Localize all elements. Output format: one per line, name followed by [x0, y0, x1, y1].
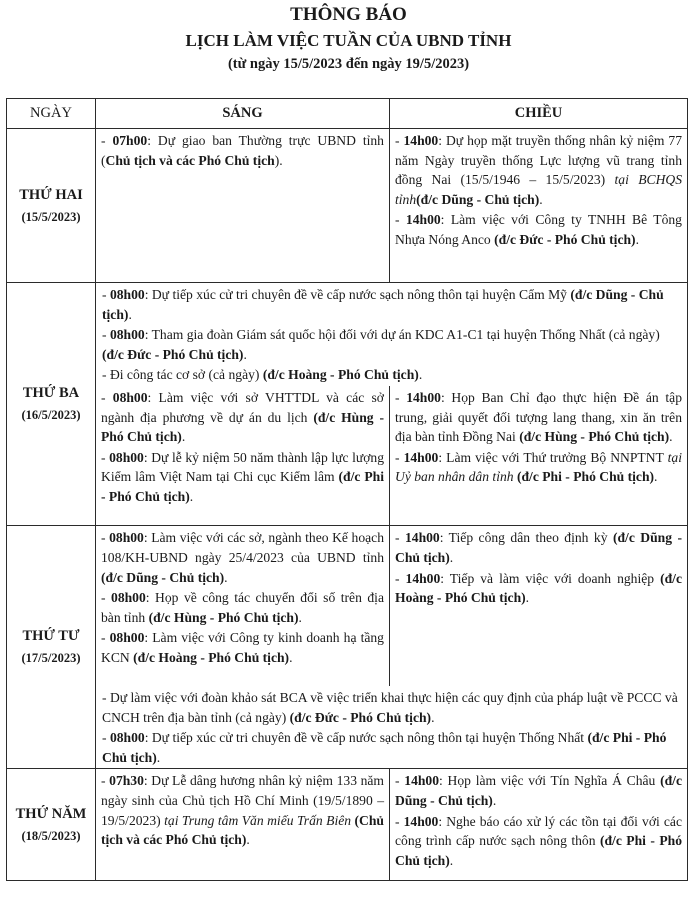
agenda-text: : Nghe báo cáo xử lý các tồn tại đối với các công trình cấp nước sạch nông thôn	[395, 813, 682, 849]
day-row-monday	[7, 129, 688, 283]
agenda-time: 07h30	[109, 773, 144, 789]
agenda-text: : Làm việc với các sở, ngành theo Kế hoạch 108/KH-UBND ngày 25/4/2023 của UBND tỉnh	[101, 530, 384, 566]
agenda-text: : Làm việc với Công ty TNHH Bê Tông Nhựa Nóng Anco	[395, 212, 682, 247]
agenda-text: Dự làm việc với đoàn khảo sát BCA về việc triển khai thực hiện các quy định của pháp luật về PCCC và CNCH trên địa bàn tỉnh (cả ngày)	[102, 689, 678, 725]
agenda-end: .	[246, 832, 250, 848]
agenda-place: tại Trung tâm Văn miếu Trấn Biên	[164, 812, 352, 828]
agenda-item	[102, 365, 681, 385]
day-name: THỨ BA	[22, 385, 80, 402]
agenda-official: (đ/c Dũng - Chủ tịch)	[101, 569, 225, 585]
agenda-time: 14h00	[405, 570, 441, 586]
agenda-place: tại BCHQS tỉnh	[395, 172, 683, 207]
agenda-text: : Tham gia đoàn Giám sát quốc hội đối với dự án KDC A1-C1 tại huyện Thống Nhất (cả ngày)	[144, 327, 660, 343]
agenda-item	[395, 131, 682, 209]
agenda-item	[395, 448, 682, 487]
bullet-dash: -	[395, 449, 404, 465]
bullet-dash: -	[101, 133, 113, 148]
agenda-official: (đ/c Phi - Phó Chủ tịch)	[102, 730, 667, 765]
full-day-cell	[96, 686, 688, 769]
agenda-item	[101, 131, 384, 170]
agenda-item	[101, 628, 384, 667]
agenda-text: Đi công tác cơ sở (cả ngày)	[109, 367, 263, 383]
agenda-text: : Dự họp mặt truyền thống nhân kỷ niệm 77 năm Ngày truyền thống Lực lượng vũ trang tỉnh đồng Nai (15/5/1946 – 15/5/2023)	[395, 133, 682, 188]
agenda-time: 08h00	[112, 389, 148, 405]
afternoon-cell	[390, 526, 688, 686]
agenda-official: (đ/c Phi - Phó Chủ tịch)	[101, 469, 384, 504]
agenda-official: (đ/c Đức - Phó Chủ tịch)	[494, 231, 636, 247]
day-date: (15/5/2023)	[21, 209, 81, 224]
agenda-time: 14h00	[403, 133, 439, 148]
agenda-official: (đ/c Dũng - Chủ tịch)	[416, 191, 540, 207]
day-row-wednesday-full-bottom	[7, 686, 688, 769]
day-name: THỨ NĂM	[15, 805, 87, 822]
agenda-official: Chủ tịch và các Phó Chủ tịch	[105, 152, 275, 168]
agenda-end: .	[243, 346, 247, 362]
agenda-text: : Dự giao ban Thường trực UBND tỉnh (	[101, 133, 384, 168]
agenda-item	[395, 771, 682, 810]
agenda-text: : Dự tiếp xúc cử tri chuyên đề về cấp nước sạch nông thôn tại huyện Thống Nhất	[144, 730, 588, 746]
notice-title: THÔNG BÁO	[290, 4, 407, 25]
agenda-place: tại Uỷ ban nhân dân tỉnh	[395, 449, 682, 485]
bullet-dash: -	[101, 389, 113, 405]
agenda-end: .	[189, 488, 194, 504]
agenda-item	[102, 285, 681, 324]
agenda-end: .	[654, 469, 658, 485]
bullet-dash: -	[101, 630, 110, 646]
agenda-end: .	[669, 429, 673, 445]
day-name: THỨ TƯ	[22, 628, 80, 645]
agenda-official: (đ/c Hoàng - Phó Chủ tịch)	[262, 367, 419, 383]
day-cell	[7, 526, 96, 769]
day-row-tuesday	[7, 386, 688, 526]
agenda-time: 14h00	[404, 773, 440, 789]
agenda-time: 14h00	[406, 389, 441, 405]
agenda-text: : Dự Lễ dâng hương nhân kỷ niệm 133 năm ngày sinh của Chủ tịch Hồ Chí Minh (19/5/1890 – 19/5/2023)	[101, 773, 384, 828]
agenda-official: (đ/c Đức - Phó Chủ tịch)	[102, 346, 244, 362]
agenda-end: .	[156, 749, 161, 765]
agenda-time: 14h00	[404, 530, 440, 546]
agenda-item	[101, 448, 384, 507]
bullet-dash: -	[395, 389, 407, 405]
day-date: (18/5/2023)	[21, 828, 81, 843]
agenda-time: 14h00	[403, 449, 439, 465]
morning-cell	[96, 769, 390, 881]
agenda-official: (đ/c Dũng - Chủ tịch)	[395, 773, 682, 808]
bullet-dash: -	[395, 212, 406, 228]
day-date: (16/5/2023)	[21, 408, 81, 423]
bullet-dash: -	[102, 730, 110, 746]
schedule-table	[6, 98, 688, 881]
afternoon-cell	[390, 769, 688, 881]
agenda-time: 08h00	[109, 730, 145, 746]
agenda-official: (Chủ tịch và các Phó Chủ tịch)	[101, 812, 384, 848]
agenda-text: : Tiếp và làm việc với doanh nghiệp	[440, 570, 661, 586]
bullet-dash: -	[101, 449, 110, 465]
agenda-item	[101, 771, 384, 849]
afternoon-cell	[390, 386, 688, 526]
agenda-time: 14h00	[403, 813, 439, 829]
full-day-cell	[96, 283, 688, 386]
bullet-dash: -	[395, 530, 405, 546]
agenda-official: (đ/c Hoàng - Phó Chủ tịch)	[133, 650, 290, 666]
bullet-dash: -	[102, 689, 110, 705]
agenda-item	[101, 588, 384, 627]
agenda-official: (đ/c Đức - Phó Chủ tịch)	[289, 709, 432, 725]
bullet-dash: -	[395, 813, 404, 829]
bullet-dash: -	[101, 590, 112, 606]
agenda-text: : Tiếp công dân theo định kỳ	[439, 530, 613, 546]
notice-subtitle: LỊCH LÀM VIỆC TUẦN CỦA UBND TỈNH	[185, 31, 512, 50]
day-row-thursday	[7, 769, 688, 881]
agenda-time: 08h00	[109, 287, 145, 302]
agenda-time: 08h00	[109, 630, 145, 646]
agenda-official: (đ/c Hoàng - Phó Chủ tịch)	[395, 570, 682, 606]
day-cell	[7, 129, 96, 283]
agenda-end: .	[635, 231, 639, 247]
bullet-dash: -	[102, 367, 110, 383]
agenda-official: (đ/c Phi - Phó Chủ tịch)	[513, 469, 655, 485]
morning-cell	[96, 129, 390, 283]
agenda-end: .	[418, 367, 423, 383]
agenda-item	[101, 388, 384, 447]
agenda-item	[395, 210, 682, 249]
bullet-dash: -	[101, 773, 110, 789]
bullet-dash: -	[395, 133, 404, 148]
agenda-text: : Họp Ban Chỉ đạo thực hiện Đề án tập trung, giải quyết đối tượng lang thang, xin ăn trên địa bàn tỉnh Đồng Nai	[395, 389, 682, 445]
agenda-end: .	[525, 590, 530, 606]
agenda-item	[102, 728, 681, 767]
day-cell	[7, 769, 96, 881]
bullet-dash: -	[101, 530, 110, 546]
agenda-official: (đ/c Dũng - Chủ tịch)	[102, 287, 664, 322]
agenda-text: : Dự lễ kỷ niệm 50 năm thành lập lực lượng Kiểm lâm Việt Nam tại Chi cục Kiểm lâm	[101, 449, 384, 485]
agenda-item	[395, 812, 682, 871]
bullet-dash: -	[102, 327, 110, 343]
agenda-item	[395, 528, 682, 567]
agenda-end: .	[128, 306, 132, 322]
day-date: (17/5/2023)	[21, 651, 81, 666]
agenda-item	[395, 569, 682, 608]
agenda-time: 07h00	[112, 133, 148, 148]
afternoon-cell	[390, 129, 688, 283]
day-row-wednesday	[7, 526, 688, 686]
agenda-item	[102, 325, 681, 364]
agenda-official: (đ/c Dũng - Chủ tịch)	[395, 530, 682, 566]
agenda-end: .	[539, 191, 543, 207]
agenda-item	[101, 528, 384, 587]
agenda-official: (đ/c Hùng - Phó Chủ tịch)	[148, 609, 299, 625]
agenda-item	[395, 388, 682, 447]
bullet-dash: -	[395, 570, 406, 586]
agenda-text: : Làm việc với Công ty kinh doanh hạ tầng KCN	[101, 630, 384, 666]
notice-date-range: (từ ngày 15/5/2023 đến ngày 19/5/2023)	[227, 56, 470, 72]
agenda-text: : Họp làm việc với Tín Nghĩa Á Châu	[439, 773, 661, 789]
agenda-time: 14h00	[405, 212, 441, 228]
agenda-text: : Làm việc với sở VHTTDL và các sở ngành địa phương về dự án du lịch	[101, 389, 384, 425]
column-header-morning: SÁNG	[96, 99, 390, 129]
agenda-end: .	[492, 792, 497, 808]
schedule-header-row	[7, 99, 688, 129]
agenda-time: 08h00	[109, 530, 144, 546]
agenda-time: 08h00	[111, 590, 146, 606]
agenda-end: .	[449, 550, 454, 566]
agenda-time: 08h00	[109, 327, 145, 343]
agenda-official: (đ/c Phi - Phó Chủ tịch)	[395, 833, 683, 868]
agenda-end: .	[224, 569, 228, 585]
bullet-dash: -	[102, 287, 110, 302]
agenda-official: (đ/c Hùng - Phó Chủ tịch)	[101, 409, 384, 445]
column-header-day: NGÀY	[7, 99, 96, 129]
day-row-tuesday-full-top	[7, 283, 688, 386]
agenda-time: 08h00	[109, 449, 144, 465]
agenda-end: .	[289, 650, 293, 666]
agenda-item	[102, 688, 681, 727]
day-cell	[7, 283, 96, 526]
agenda-text: : Họp về công tác chuyển đổi số trên địa bàn tỉnh	[101, 590, 384, 625]
morning-cell	[96, 526, 390, 686]
bullet-dash: -	[395, 773, 405, 789]
agenda-official: (đ/c Hùng - Phó Chủ tịch)	[519, 429, 670, 445]
agenda-end: .	[298, 609, 302, 625]
agenda-end: ).	[274, 152, 283, 168]
column-header-afternoon: CHIỀU	[390, 99, 688, 129]
agenda-end: .	[449, 852, 454, 868]
agenda-text: : Làm việc với Thứ trưởng Bộ NNPTNT	[438, 449, 668, 465]
agenda-end: .	[431, 709, 435, 725]
day-name: THỨ HAI	[19, 186, 83, 203]
agenda-end: .	[181, 429, 186, 445]
agenda-text: : Dự tiếp xúc cử tri chuyên đề về cấp nước sạch nông thôn tại huyện Cẩm Mỹ	[144, 287, 571, 302]
morning-cell	[96, 386, 390, 526]
